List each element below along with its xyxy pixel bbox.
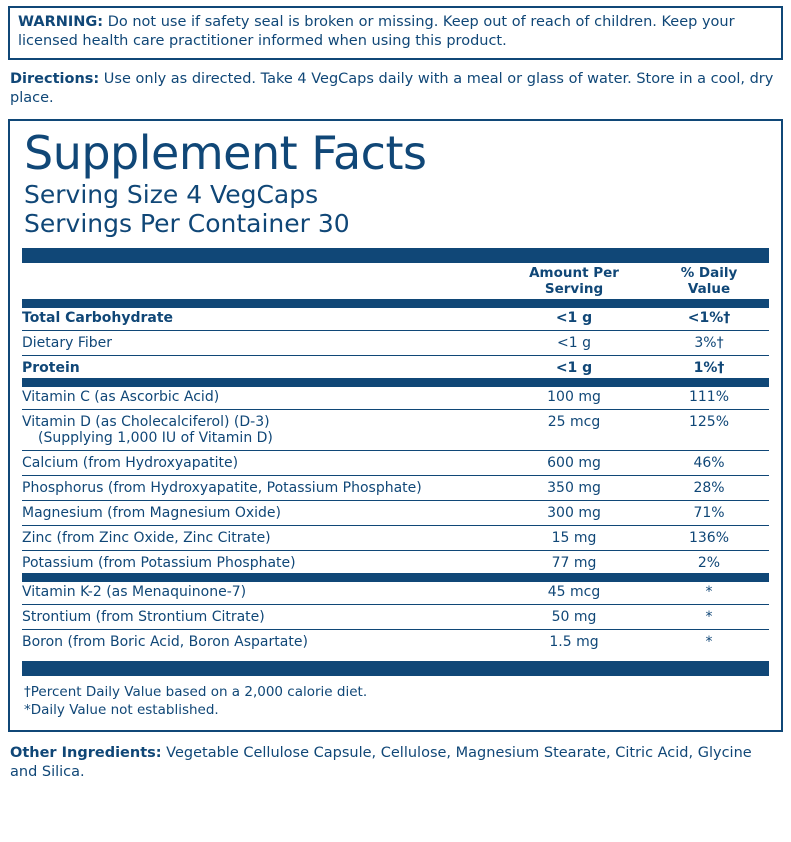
header-dv-line1: % Daily <box>680 264 738 281</box>
section-bar-1 <box>22 378 769 387</box>
nutrient-dv: 46% <box>693 455 725 472</box>
other-ingredients-block <box>10 744 781 783</box>
directions-text: Use only as directed. Take 4 VegCaps daily with a meal or glass of water. Store in a cool, dry place. <box>10 70 774 106</box>
nutrient-amount: <1 g <box>555 360 593 377</box>
header-blank <box>22 263 499 299</box>
table-row <box>22 607 769 627</box>
nutrient-dv: 1%† <box>693 360 725 377</box>
header-bar-thick <box>22 248 769 263</box>
warning-box <box>8 6 783 60</box>
header-amount-line1: Amount Per <box>529 264 619 281</box>
nutrient-name: Potassium (from Potassium Phosphate) <box>22 555 296 572</box>
servings-per-container: Servings Per Container 30 <box>24 209 350 239</box>
table-header-row <box>22 263 769 299</box>
nutrient-amount: 300 mg <box>547 505 601 522</box>
table-row <box>22 528 769 548</box>
supplement-facts-title: Supplement Facts <box>24 126 427 181</box>
directions-label: Directions: <box>10 70 100 87</box>
table-row <box>22 453 769 473</box>
nutrient-amount: 50 mg <box>551 609 597 626</box>
supplement-label-page <box>0 6 791 842</box>
nutrient-name: Protein <box>22 360 80 377</box>
table-row <box>22 333 769 353</box>
nutrient-amount: 15 mg <box>551 530 597 547</box>
nutrient-amount: 350 mg <box>547 480 601 497</box>
header-daily-value <box>649 263 769 299</box>
nutrient-name: Total Carbohydrate <box>22 310 174 327</box>
table-row <box>22 412 769 448</box>
nutrient-dv: 71% <box>693 505 725 522</box>
supplement-facts-table <box>22 263 769 299</box>
nutrient-amount: 600 mg <box>547 455 601 472</box>
section-bar-2 <box>22 573 769 582</box>
nutrient-name: Dietary Fiber <box>22 335 113 352</box>
footer-bar-thick <box>22 661 769 676</box>
nutrient-amount: 77 mg <box>551 555 597 572</box>
nutrient-amount: 1.5 mg <box>549 634 599 651</box>
nutrient-subnote: (Supplying 1,000 IU of Vitamin D) <box>38 430 273 447</box>
footnotes-block <box>24 683 769 719</box>
nutrient-dv: 125% <box>688 414 730 431</box>
nutrient-name: Boron (from Boric Acid, Boron Aspartate) <box>22 634 308 651</box>
nutrient-name: Vitamin K-2 (as Menaquinone-7) <box>22 584 247 601</box>
header-amount-line2: Serving <box>544 281 604 298</box>
table-row <box>22 632 769 652</box>
nutrient-dv: 136% <box>688 530 730 547</box>
nutrient-rows-group1b <box>22 387 769 573</box>
nutrient-dv: * <box>705 584 713 601</box>
table-row <box>22 503 769 523</box>
warning-text: Do not use if safety seal is broken or missing. Keep out of reach of children. Keep your licensed health care practitioner informed when using this product. <box>18 14 735 50</box>
nutrient-name: Vitamin D (as Cholecalciferol) (D-3) <box>22 414 270 431</box>
nutrient-amount: <1 g <box>555 310 593 327</box>
serving-size: Serving Size 4 VegCaps <box>24 179 319 209</box>
nutrient-name-cell <box>22 412 499 448</box>
table-row <box>22 582 769 602</box>
nutrient-name: Magnesium (from Magnesium Oxide) <box>22 505 281 522</box>
nutrient-name: Zinc (from Zinc Oxide, Zinc Citrate) <box>22 530 271 547</box>
nutrient-amount: 45 mcg <box>547 584 601 601</box>
directions-block <box>10 70 781 109</box>
table-row <box>22 358 769 378</box>
nutrient-table-group2 <box>22 582 769 652</box>
nutrient-amount: <1 g <box>557 335 591 352</box>
header-bar-med <box>22 299 769 308</box>
nutrient-name: Vitamin C (as Ascorbic Acid) <box>22 389 220 406</box>
supplement-facts-panel <box>8 119 783 732</box>
nutrient-name: Calcium (from Hydroxyapatite) <box>22 455 239 472</box>
header-amount-per-serving <box>499 263 649 299</box>
nutrient-dv: * <box>705 634 713 651</box>
other-ingredients-text: Vegetable Cellulose Capsule, Cellulose, Magnesium Stearate, Citric Acid, Glycine and Silica. <box>10 744 752 780</box>
nutrient-amount: 25 mcg <box>547 414 601 431</box>
table-row <box>22 478 769 498</box>
nutrient-dv: 3%† <box>694 335 724 352</box>
nutrient-rows-group2 <box>22 582 769 652</box>
nutrient-name: Phosphorus (from Hydroxyapatite, Potassium Phosphate) <box>22 480 422 497</box>
nutrient-dv: 111% <box>688 389 730 406</box>
nutrient-dv: <1%† <box>687 310 731 327</box>
nutrient-name: Strontium (from Strontium Citrate) <box>22 609 265 626</box>
other-ingredients-label: Other Ingredients: <box>10 744 162 761</box>
footnote-daily-value: †Percent Daily Value based on a 2,000 calorie diet. <box>24 684 368 701</box>
header-dv-line2: Value <box>687 281 731 298</box>
table-row <box>22 308 769 328</box>
nutrient-amount: 100 mg <box>547 389 601 406</box>
nutrient-table-group1b <box>22 387 769 573</box>
nutrient-dv: 28% <box>693 480 725 497</box>
table-row <box>22 387 769 407</box>
nutrient-dv: 2% <box>697 555 721 572</box>
table-row <box>22 553 769 573</box>
warning-label: WARNING: <box>18 14 104 30</box>
nutrient-table-group1 <box>22 308 769 378</box>
nutrient-dv: * <box>705 609 713 626</box>
footnote-not-established: *Daily Value not established. <box>24 702 219 719</box>
nutrient-rows-group1 <box>22 308 769 378</box>
